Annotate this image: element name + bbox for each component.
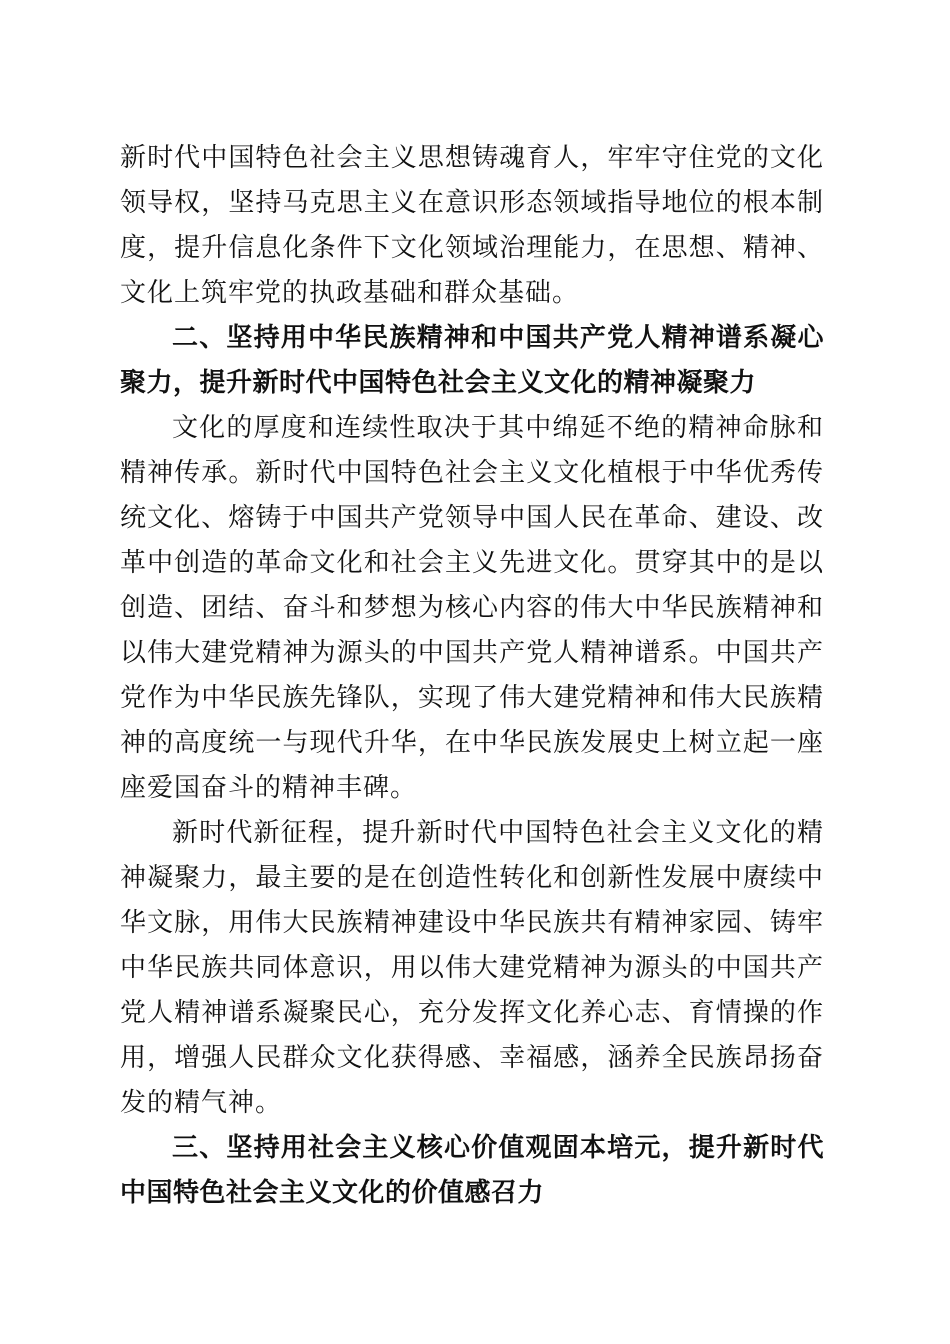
document-page (120, 136, 824, 1216)
body-paragraph-spirit-heritage: 文化的厚度和连续性取决于其中绵延不绝的精神命脉和精神传承。新时代中国特色社会主义文化植根于中华优秀传统文化、熔铸于中国共产党领导中国人民在革命、建设、改革中创造的革命文化和社会主义先进文化。贯穿其中的是以创造、团结、奋斗和梦想为核心内容的伟大中华民族精神和以伟大建党精神为源头的中国共产党人精神谱系。中国共产党作为中华民族先锋队，实现了伟大建党精神和伟大民族精神的高度统一与现代升华，在中华民族发展史上树立起一座座爱国奋斗的精神丰碑。 (120, 413, 824, 803)
body-paragraph-new-era-cohesion: 新时代新征程，提升新时代中国特色社会主义文化的精神凝聚力，最主要的是在创造性转化和创新性发展中赓续中华文脉，用伟大民族精神建设中华民族共有精神家园、铸牢中华民族共同体意识，用以伟大建党精神为源头的中国共产党人精神谱系凝聚民心，充分发挥文化养心志、育情操的作用，增强人民群众文化获得感、幸福感，涵养全民族昂扬奋发的精气神。 (120, 818, 824, 1118)
section-heading-three: 三、坚持用社会主义核心价值观固本培元，提升新时代中国特色社会主义文化的价值感召力 (120, 1133, 824, 1208)
body-paragraph-continuation: 新时代中国特色社会主义思想铸魂育人，牢牢守住党的文化领导权，坚持马克思主义在意识形态领域指导地位的根本制度，提升信息化条件下文化领域治理能力，在思想、精神、文化上筑牢党的执政基础和群众基础。 (120, 143, 824, 308)
section-heading-two: 二、坚持用中华民族精神和中国共产党人精神谱系凝心聚力，提升新时代中国特色社会主义文化的精神凝聚力 (120, 323, 824, 398)
